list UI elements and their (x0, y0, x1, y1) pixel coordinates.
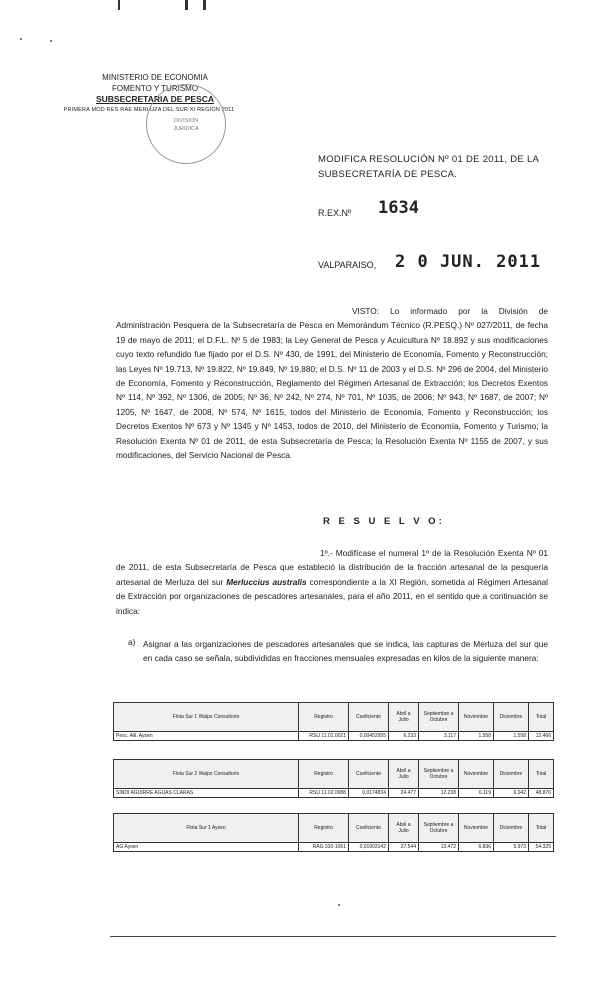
legal-division-stamp (146, 84, 226, 164)
table-header: Registro (299, 760, 349, 789)
top-mark (203, 0, 206, 10)
table-header: Septiembre a Octubre (419, 760, 459, 789)
table-header: Registro (299, 703, 349, 732)
quota-table-2 (113, 759, 554, 798)
table-header: Noviembre (459, 703, 494, 732)
table-cell: Pesc. Aill. Aysen (114, 732, 299, 741)
table-cell: 48.876 (529, 789, 554, 798)
table-header: Diciembre (494, 814, 529, 843)
table-cell: 3.117 (419, 732, 459, 741)
table-header: Noviembre (459, 760, 494, 789)
table-header: Total (529, 760, 554, 789)
table-header: Coeficiente (349, 760, 389, 789)
table-cell: 5.973 (494, 843, 529, 852)
speck (20, 38, 22, 40)
visto-text: VISTO: Lo informado por la División de Administración Pesquera de la Subsecretaría de Pesca en Memorándum Técnico (R.PESQ.) Nº 027/2011, de fecha 19 de mayo de 2011; el D.F.L. Nº 5 de 1983; la Ley General de Pesca y Acuicultura Nº 18.892 y sus modificaciones cuyo texto refundido fue fijado por el D.S. Nº 430, de 1991, del Ministerio de Economía, Fomento y Reconstrucción; las Leyes Nº 19.713, Nº 19.822, Nº 19.849, Nº 19.880; el D.S. Nº 11 de 2003 y el D.S. Nº 296 de 2004, del Ministerio de Economía, Fomento y Reconstrucción, Reglamento del Régimen Artesanal de Extracción; los Decretos Exentos Nº 114, Nº 392, Nº 1306, de 2005; Nº 36, Nº 242, Nº 274, Nº 701, Nº 1035, de 2006; Nº 943, Nº 1687, de 2007; Nº 1205, Nº 1647, de 2008, Nº 574, Nº 1615, todos del Ministerio de Economía, Fomento y Reconstrucción; los Decretos Exentos Nº 673 y Nº 1345 y Nº 1453, todos de 2010, del Ministerio de Economía, Fomento y Turismo; la Resolución Exenta Nº 01 de 2011, de esta Subsecretaría de Pesca; la Resolución Exenta Nº 1155 de 2007, y sus modificaciones, del Servicio Nacional de Pesca. (116, 306, 548, 461)
table-header: Noviembre (459, 814, 494, 843)
table-header: Septiembre a Octubre (419, 703, 459, 732)
table-header: Total (529, 703, 554, 732)
table-cell: 24.477 (389, 789, 419, 798)
resolution-subject: MODIFICA RESOLUCIÓN Nº 01 DE 2011, DE LA SUBSECRETARÍA DE PESCA. (318, 154, 539, 180)
table-row (114, 789, 554, 798)
table-cell: 0,0174834 (349, 789, 389, 798)
table-cell: 0,01903142 (349, 843, 389, 852)
table-row (114, 843, 554, 852)
table-cell: 27.544 (389, 843, 419, 852)
article-text-after: correspondiente a la XI Región, sometida al Régimen Artesanal de Extracción por organizaciones de pescadores artesanales, para el año 2011, en el sentido que a continuación se indica: (116, 576, 549, 616)
table-cell: 12.466 (529, 732, 554, 741)
table-cell: 6.836 (459, 843, 494, 852)
quota-table-3 (113, 813, 554, 852)
table-cell: 13.472 (419, 843, 459, 852)
table-header: Flota Sur 2 Walpo Consultorio (114, 760, 299, 789)
table-cell: RSU 11.02.0088 (299, 789, 349, 798)
visto-paragraph (116, 304, 548, 462)
place-label: VALPARAISO, (318, 260, 377, 270)
article-1-paragraph (116, 546, 548, 618)
table-header-row (114, 703, 554, 732)
article-number: 1º.- (320, 548, 333, 558)
rex-number: 1634 (378, 198, 419, 218)
table-header: Registro (299, 814, 349, 843)
table-cell: 1.558 (494, 732, 529, 741)
table-header: Flota Sur 1 Aysen (114, 814, 299, 843)
table-header: Abril a Julio (389, 814, 419, 843)
table-cell: RSU 11.02.0021 (299, 732, 349, 741)
table-cell: 1.558 (459, 732, 494, 741)
resolution-date: 2 0 JUN. 2011 (395, 252, 542, 272)
stamp-line-2: JURIDICA (173, 126, 199, 132)
fomento-name: FOMENTO Y TURISMO (111, 84, 199, 93)
top-mark (185, 0, 188, 10)
table-header: Septiembre a Octubre (419, 814, 459, 843)
table-cell: 12.238 (419, 789, 459, 798)
table-header-row (114, 760, 554, 789)
top-mark (118, 0, 120, 10)
stamp-line-1: DIVISION (173, 118, 199, 124)
table-header: Coeficiente (349, 814, 389, 843)
item-letter: a) (128, 637, 136, 647)
table-row (114, 732, 554, 741)
speck (50, 40, 52, 42)
table-header: Diciembre (494, 760, 529, 789)
table-header: Abril a Julio (389, 703, 419, 732)
article-text-before: Modifícase el numeral 1º de la Resolución Exenta Nº 01 de 2011, de esta Subsecretaría de Pesca que estableció la distribución de la fracción artesanal de la pesquería artesanal de Merluza del sur (116, 548, 548, 587)
table-cell: 6.042 (494, 789, 529, 798)
table-cell: 6.119 (459, 789, 494, 798)
item-a-text: Asignar a las organizaciones de pescadores artesanales que se indica, las capturas de Merluza del sur que en cada caso se señala, subdivididas en fracciones mensuales expresadas en kilos de la siguiente manera: (143, 639, 548, 664)
table-header: Total (529, 814, 554, 843)
table-cell: 54.325 (529, 843, 554, 852)
table-cell: AG Aysen (114, 843, 299, 852)
table-header: Diciembre (494, 703, 529, 732)
table-header-row (114, 814, 554, 843)
subsecretaria-name: SUBSECRETARIA DE PESCA (95, 94, 215, 104)
bottom-rule (110, 936, 556, 937)
rex-label: R.EX.Nº (318, 208, 352, 218)
speck (338, 904, 340, 906)
quota-table-1 (113, 702, 554, 741)
table-cell: 6.233 (389, 732, 419, 741)
resuelvo-heading: R E S U E L V O: (323, 516, 445, 527)
table-cell: SINDI AGUIRRE AGUAS CLARAS (114, 789, 299, 798)
ministry-name: MINISTERIO DE ECONOMIA (102, 73, 208, 82)
document-reference: PRIMERA MOD RES RAE MERLUZA DEL SUR XI REGION 2011 (63, 107, 235, 113)
species-name: Merluccius australis (226, 576, 307, 587)
table-cell: RAG 333-1061 (299, 843, 349, 852)
table-header: Coeficiente (349, 703, 389, 732)
table-header: Flota Sur 1 Walpo Consultorio (114, 703, 299, 732)
table-cell: 0,00452955 (349, 732, 389, 741)
table-header: Abril a Julio (389, 760, 419, 789)
